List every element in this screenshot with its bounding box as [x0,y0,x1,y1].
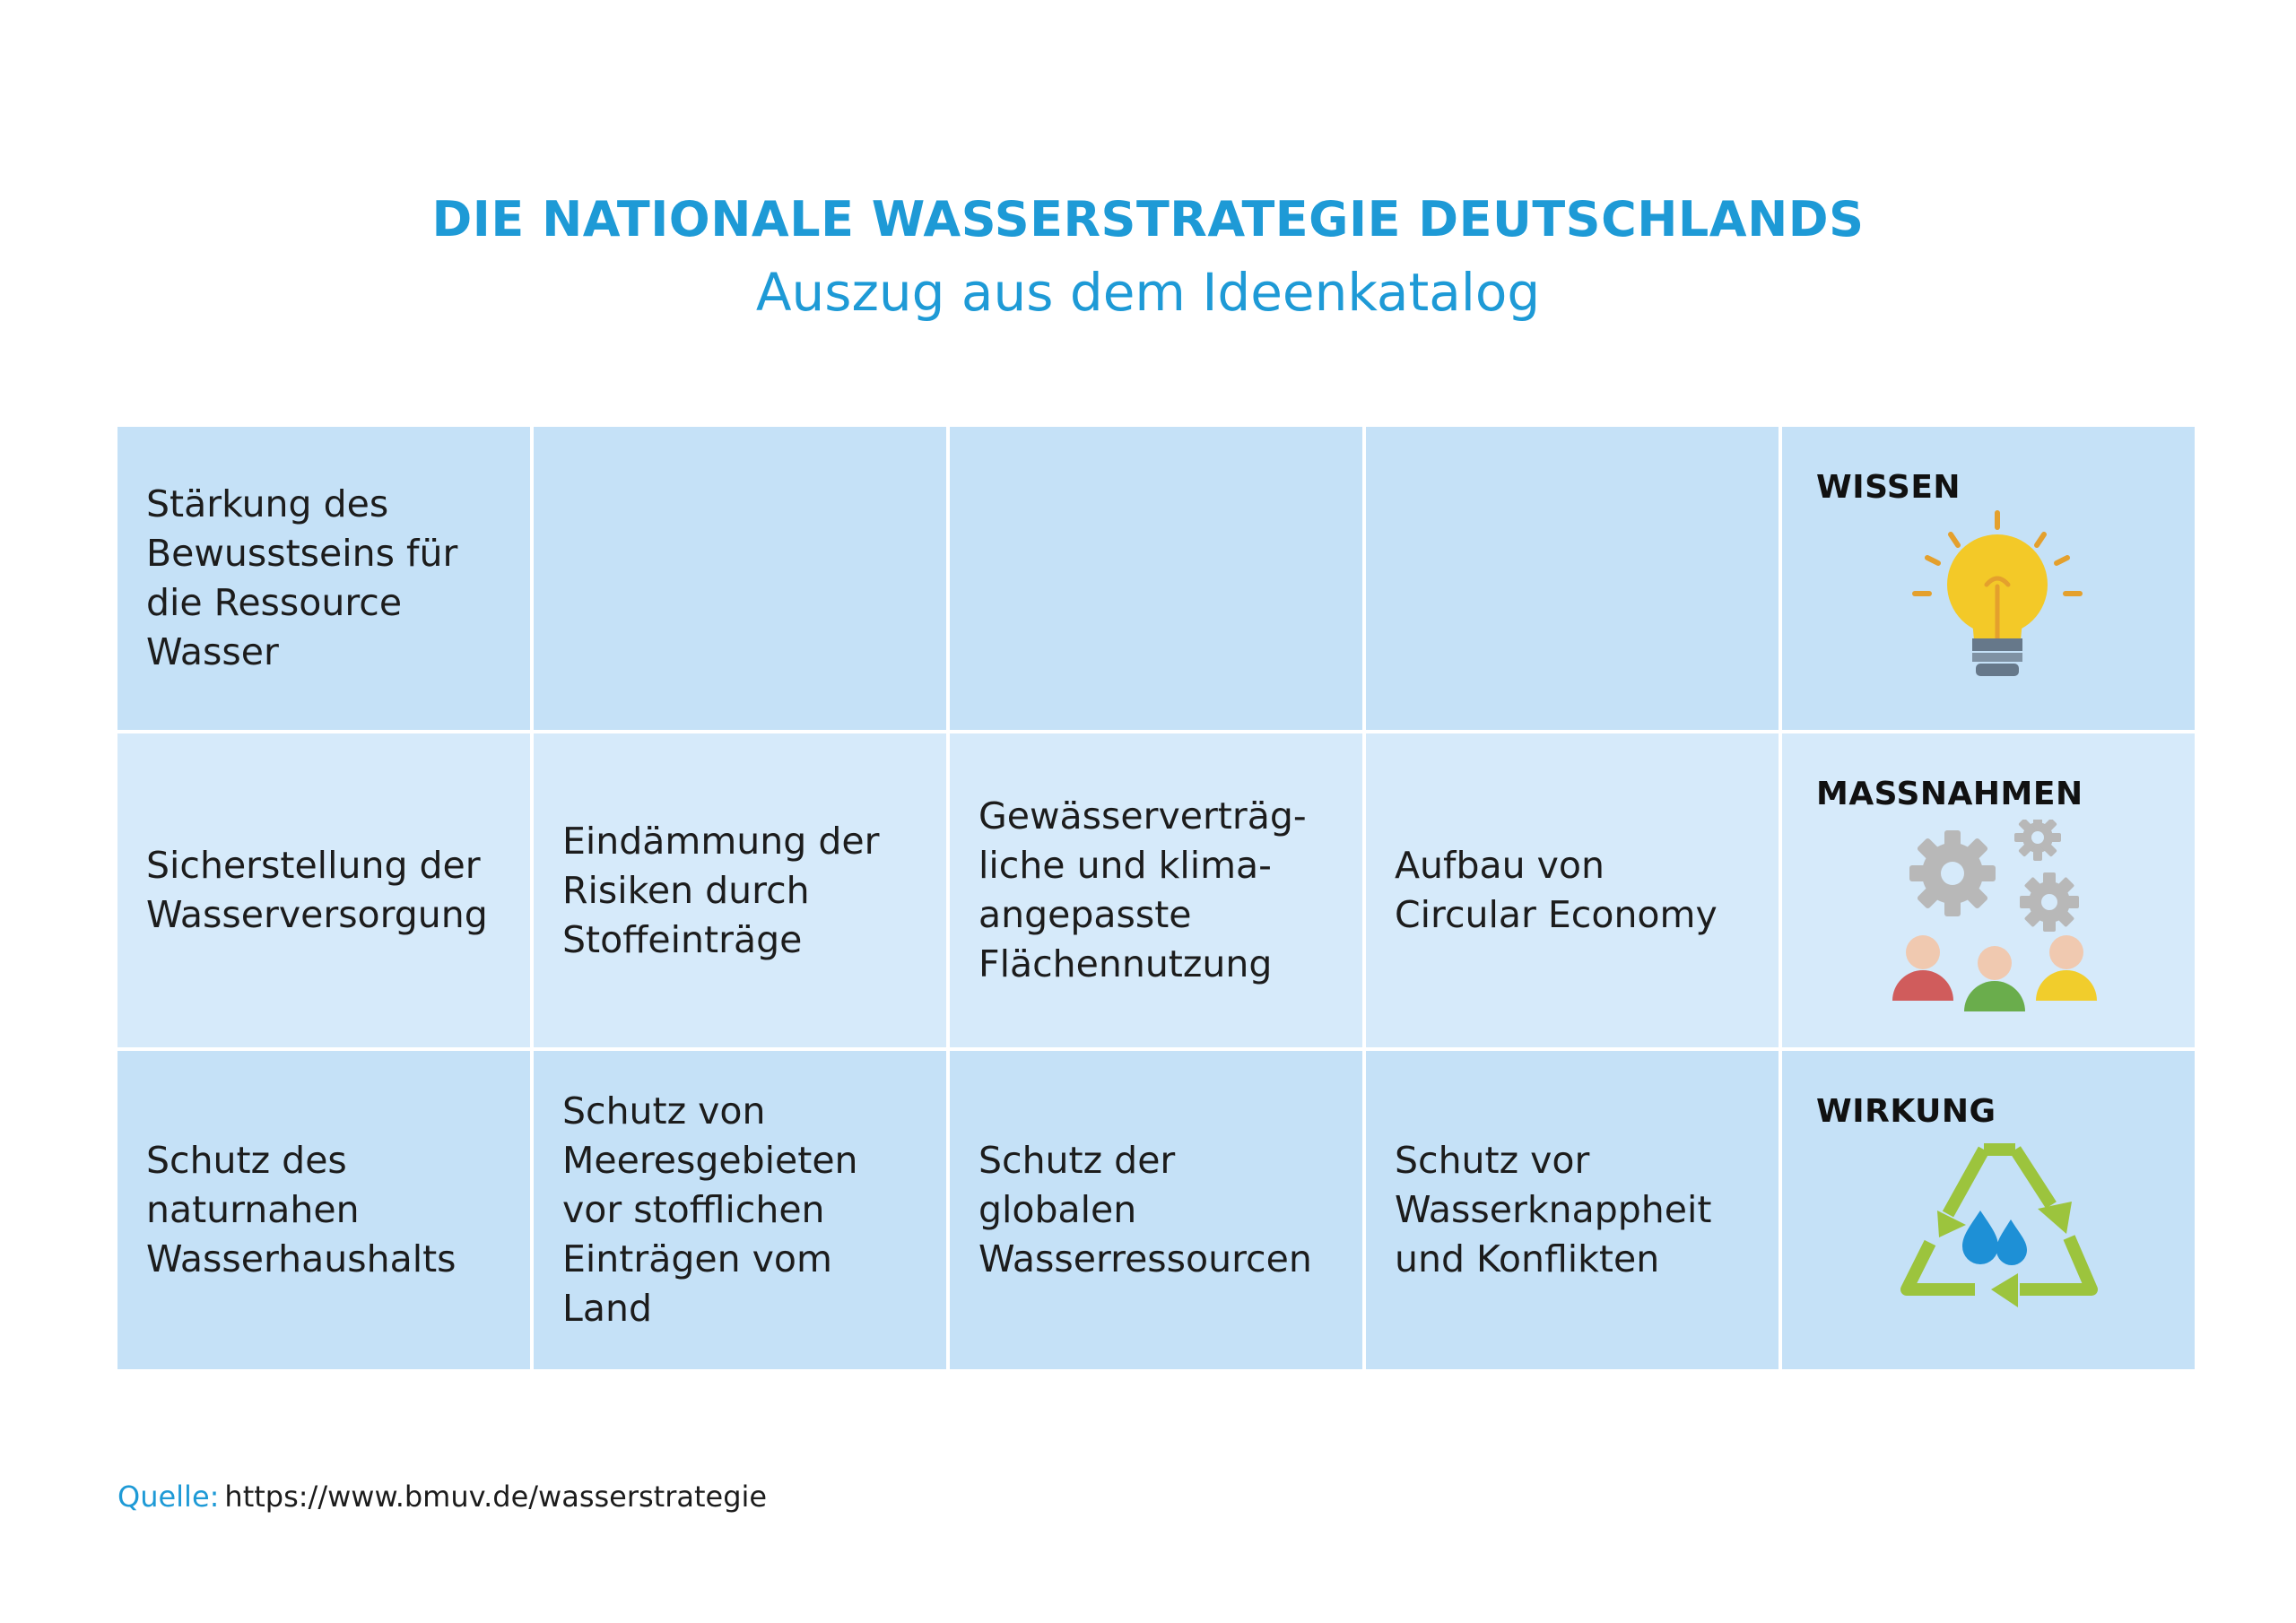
category-cell-massnahmen [1782,733,2195,1047]
table-cell: Eindämmung der Risiken durch Stoffeinträge [534,733,946,1047]
page-title: DIE NATIONALE WASSERSTRATEGIE DEUTSCHLANDS [431,191,1865,247]
table-cell: Sicherstellung der Wasserversorgung [117,733,530,1047]
water-recycle-icon [1894,1132,2100,1324]
gears-people-icon [1885,820,2100,1017]
category-cell-wissen [1782,427,2195,730]
category-label-massnahmen: MASSNAHMEN [1816,776,2083,812]
lightbulb-icon [1908,508,2087,687]
table-cell: Schutz vor Wasserknappheit und Konflikten [1366,1051,1779,1369]
table-cell-empty [1366,427,1779,730]
category-cell-wirkung [1782,1051,2195,1369]
table-cell: Aufbau von Circular Economy [1366,733,1779,1047]
table-cell: Schutz der globalen Wasserressourcen [950,1051,1362,1369]
table-cell: Schutz von Meeresgebieten vor stofflichen Einträgen vom Land [534,1051,946,1369]
table-cell-empty [950,427,1362,730]
category-label-wirkung: WIRKUNG [1816,1093,1996,1130]
category-label-wissen: WISSEN [1816,469,1961,506]
table-cell: Schutz des naturnahen Wasserhaushalts [117,1051,530,1369]
idea-catalog-table [117,427,2195,1362]
page-subtitle: Auszug aus dem Ideenkatalog [755,262,1541,323]
source-note [117,1480,767,1514]
header [0,184,2296,329]
table-cell: Stärkung des Bewusstseins für die Ressource Wasser [117,427,530,730]
table-cell: Gewässerverträg-liche und klima-angepasste Flächennutzung [950,733,1362,1047]
table-cell-empty [534,427,946,730]
source-url-link[interactable]: https://www.bmuv.de/wasserstrategie [224,1480,768,1514]
source-label: Quelle: [117,1480,220,1514]
